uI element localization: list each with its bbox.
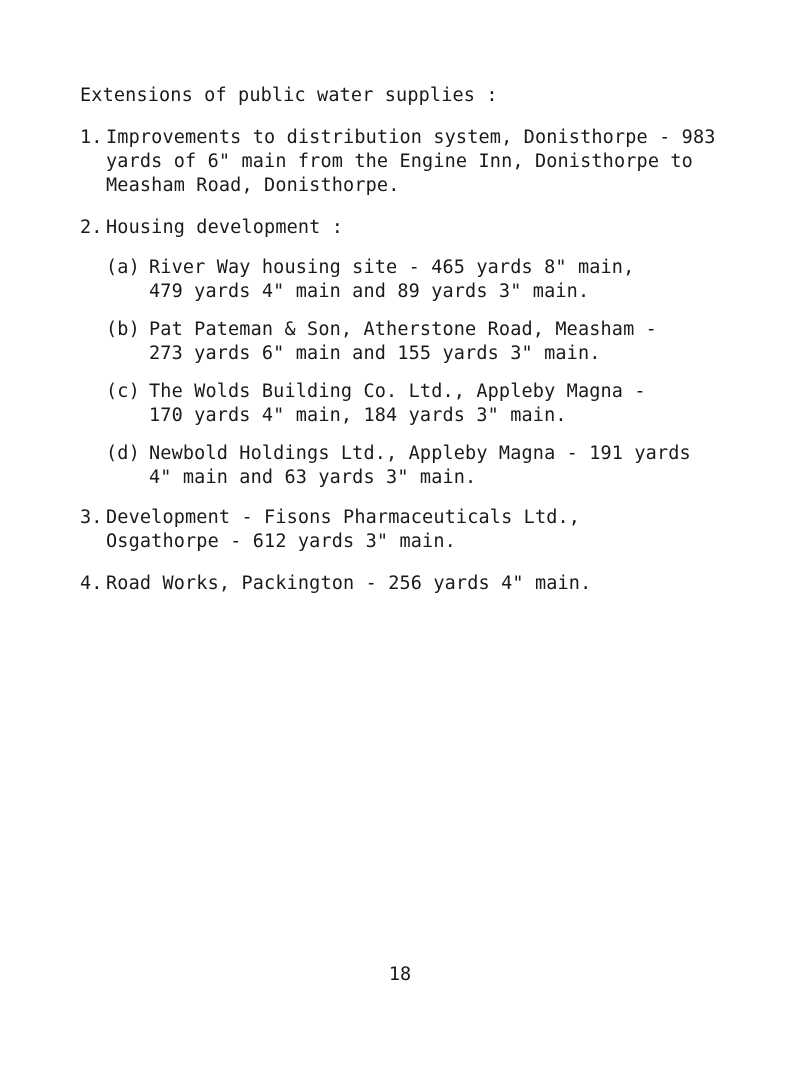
item-2a-label: (a) [106,257,140,278]
item-3-number: 3. [80,507,103,528]
item-2b-line-2: 273 yards 6" main and 155 yards 3" main. [149,343,601,364]
item-2d-label: (d) [106,443,140,464]
item-4-number: 4. [80,573,103,594]
item-2a-line-1: River Way housing site - 465 yards 8" main, [149,257,635,278]
item-1-line-2: yards of 6" main from the Engine Inn, Donisthorpe to [106,151,693,172]
item-3-line-1: Development - Fisons Pharmaceuticals Ltd., [106,507,581,528]
item-2-line-1: Housing development : [106,217,344,238]
item-2a-line-2: 479 yards 4" main and 89 yards 3" main. [149,281,590,302]
item-2c-line-2: 170 yards 4" main, 184 yards 3" main. [149,405,567,426]
item-2-number: 2. [80,217,103,238]
item-2d-line-2: 4" main and 63 yards 3" main. [149,467,477,488]
item-3-line-2: Osgathorpe - 612 yards 3" main. [106,531,456,552]
item-2c-line-1: The Wolds Building Co. Ltd., Appleby Magna - [149,381,646,402]
item-2d-line-1: Newbold Holdings Ltd., Appleby Magna - 191 yards [149,443,691,464]
item-1-line-1: Improvements to distribution system, Donisthorpe - 983 [106,127,716,148]
item-4-line-1: Road Works, Packington - 256 yards 4" main. [106,573,592,594]
page-number: 18 [388,964,412,985]
item-1-number: 1. [80,127,103,148]
item-2b-label: (b) [106,319,140,340]
item-1-line-3: Measham Road, Donisthorpe. [106,175,400,196]
item-2b-line-1: Pat Pateman & Son, Atherstone Road, Measham - [149,319,657,340]
section-heading: Extensions of public water supplies : [80,85,498,106]
item-2c-label: (c) [106,381,140,402]
